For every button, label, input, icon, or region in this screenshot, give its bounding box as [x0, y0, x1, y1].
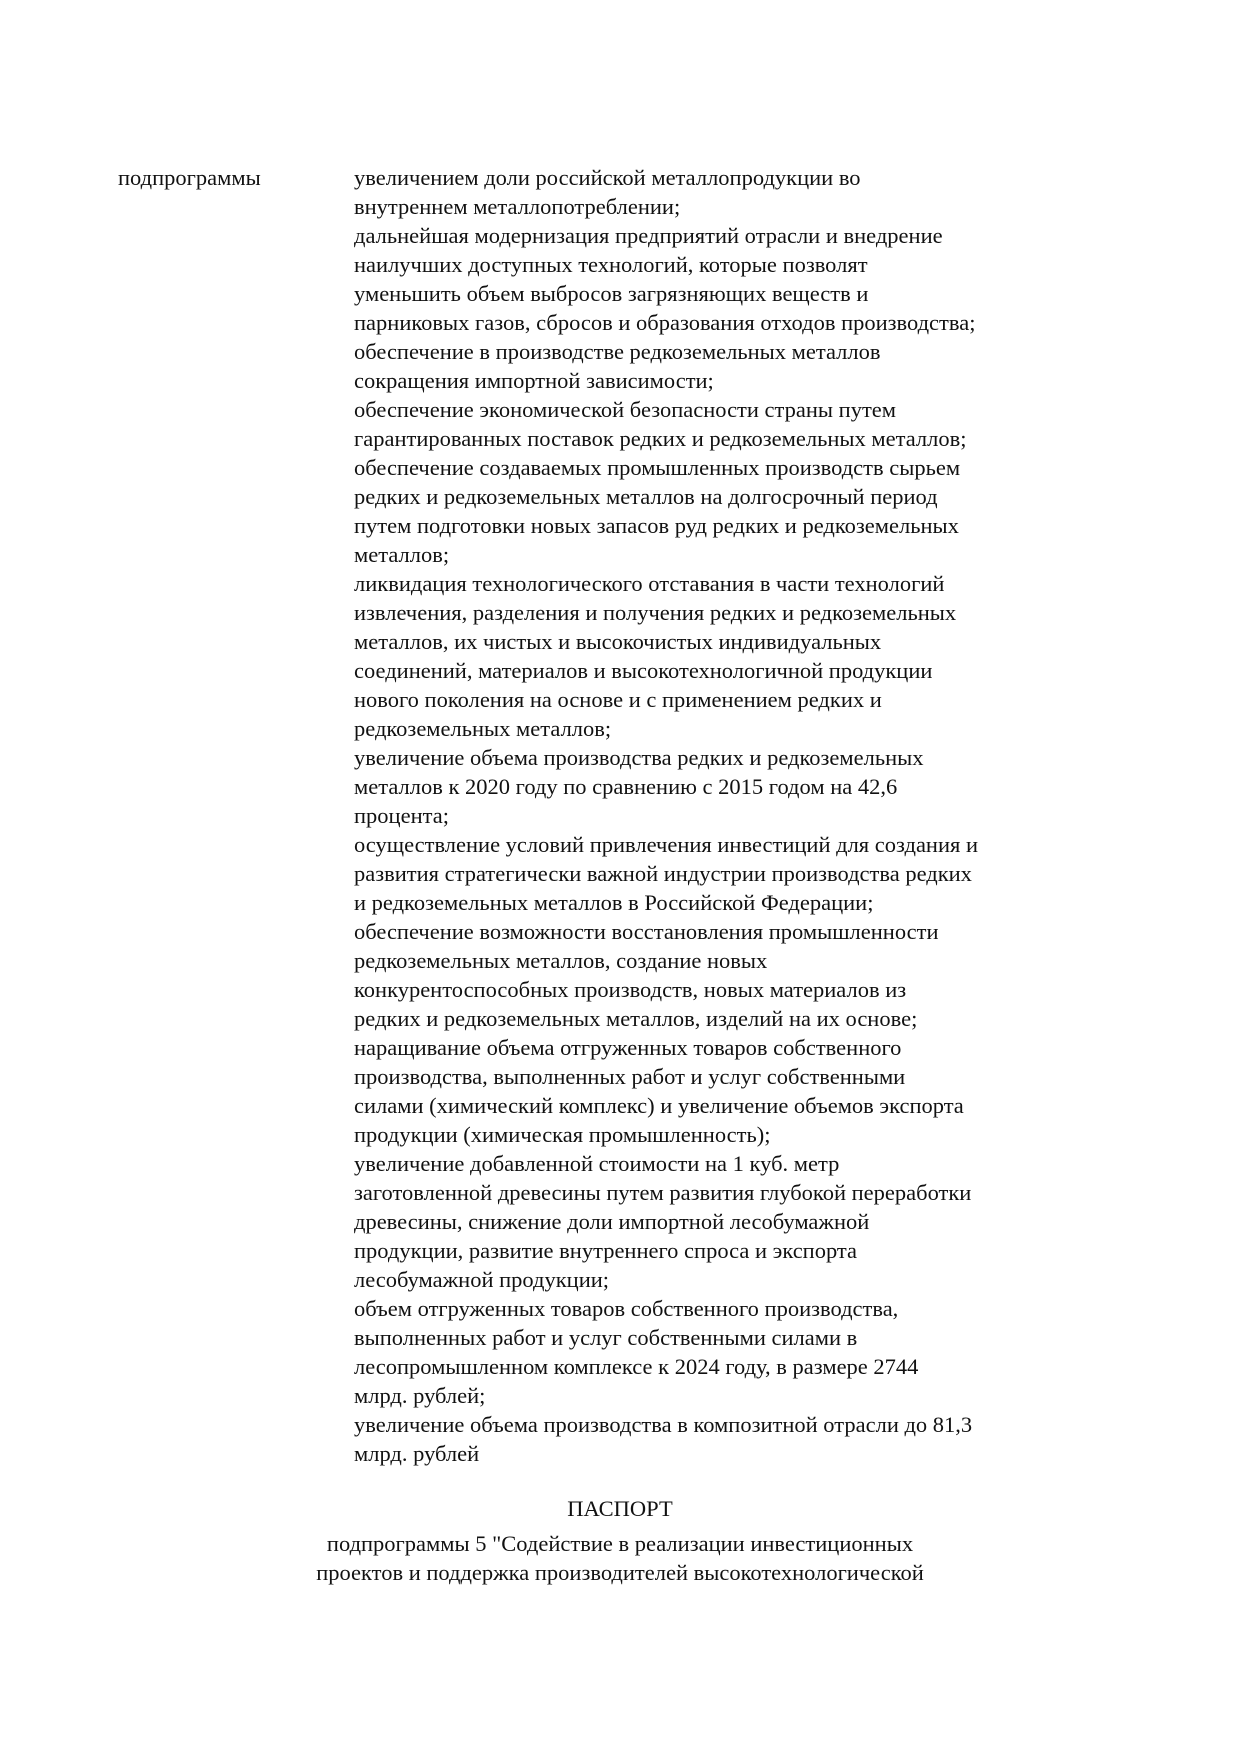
content-line: продукции, развитие внутреннего спроса и экспорта — [354, 1238, 858, 1263]
row-label: подпрограммы — [118, 165, 261, 190]
content-line: дальнейшая модернизация предприятий отрасли и внедрение — [354, 223, 943, 248]
content-line: редких и редкоземельных металлов, изделий на их основе; — [354, 1006, 918, 1031]
content-line: извлечения, разделения и получения редких и редкоземельных — [354, 600, 957, 625]
content-line: ликвидация технологического отставания в части технологий — [354, 571, 945, 596]
content-line: редкоземельных металлов, создание новых — [354, 948, 768, 973]
content-line: лесопромышленном комплексе к 2024 году, в размере 2744 — [354, 1354, 919, 1379]
content-line: редких и редкоземельных металлов на долгосрочный период — [354, 484, 938, 509]
row-content — [354, 163, 1054, 1468]
content-line: соединений, материалов и высокотехнологичной продукции — [354, 658, 933, 683]
content-line: обеспечение экономической безопасности страны путем — [354, 397, 897, 422]
content-line: млрд. рублей; — [354, 1383, 486, 1408]
content-line: редкоземельных металлов; — [354, 716, 612, 741]
content-line: производства, выполненных работ и услуг собственными — [354, 1064, 906, 1089]
content-line: заготовленной древесины путем развития глубокой переработки — [354, 1180, 972, 1205]
content-line: конкурентоспособных производств, новых материалов из — [354, 977, 907, 1002]
content-line: увеличением доли российской металлопродукции во — [354, 165, 861, 190]
content-line: лесобумажной продукции; — [354, 1267, 610, 1292]
content-line: и редкоземельных металлов в Российской Федерации; — [354, 890, 874, 915]
content-line: гарантированных поставок редких и редкоземельных металлов; — [354, 426, 967, 451]
passport-subtitle-line: проектов и поддержка производителей высокотехнологической — [316, 1560, 924, 1585]
content-line: увеличение объема производства редких и редкоземельных — [354, 745, 924, 770]
content-line: металлов, их чистых и высокочистых индивидуальных — [354, 629, 882, 654]
content-line: наращивание объема отгруженных товаров собственного — [354, 1035, 902, 1060]
passport-subtitle-line: подпрограммы 5 "Содействие в реализации инвестиционных — [326, 1531, 914, 1556]
content-line: внутреннем металлопотреблении; — [354, 194, 681, 219]
content-line: нового поколения на основе и с применением редких и — [354, 687, 882, 712]
content-line: млрд. рублей — [354, 1441, 480, 1466]
content-line: выполненных работ и услуг собственными силами в — [354, 1325, 858, 1350]
content-line: наилучших доступных технологий, которые позволят — [354, 252, 868, 277]
content-line: металлов к 2020 году по сравнению с 2015 годом на 42,6 — [354, 774, 898, 799]
content-line: продукции (химическая промышленность); — [354, 1122, 771, 1147]
content-line: обеспечение в производстве редкоземельных металлов — [354, 339, 881, 364]
content-line: объем отгруженных товаров собственного производства, — [354, 1296, 899, 1321]
content-line: путем подготовки новых запасов руд редких и редкоземельных — [354, 513, 959, 538]
passport-heading — [0, 1494, 1240, 1587]
content-line: увеличение добавленной стоимости на 1 куб. метр — [354, 1151, 840, 1176]
content-line: увеличение объема производства в композитной отрасли до 81,3 — [354, 1412, 973, 1437]
content-line: процента; — [354, 803, 449, 828]
content-line: уменьшить объем выбросов загрязняющих веществ и — [354, 281, 869, 306]
content-line: сокращения импортной зависимости; — [354, 368, 714, 393]
content-line: осуществление условий привлечения инвестиций для создания и — [354, 832, 979, 857]
content-line: силами (химический комплекс) и увеличение объемов экспорта — [354, 1093, 964, 1118]
content-line: металлов; — [354, 542, 450, 567]
content-line: обеспечение возможности восстановления промышленности — [354, 919, 939, 944]
content-line: обеспечение создаваемых промышленных производств сырьем — [354, 455, 961, 480]
content-line: развития стратегически важной индустрии производства редких — [354, 861, 972, 886]
content-line: парниковых газов, сбросов и образования отходов производства; — [354, 310, 976, 335]
content-line: древесины, снижение доли импортной лесобумажной — [354, 1209, 870, 1234]
passport-title: ПАСПОРТ — [567, 1496, 673, 1521]
